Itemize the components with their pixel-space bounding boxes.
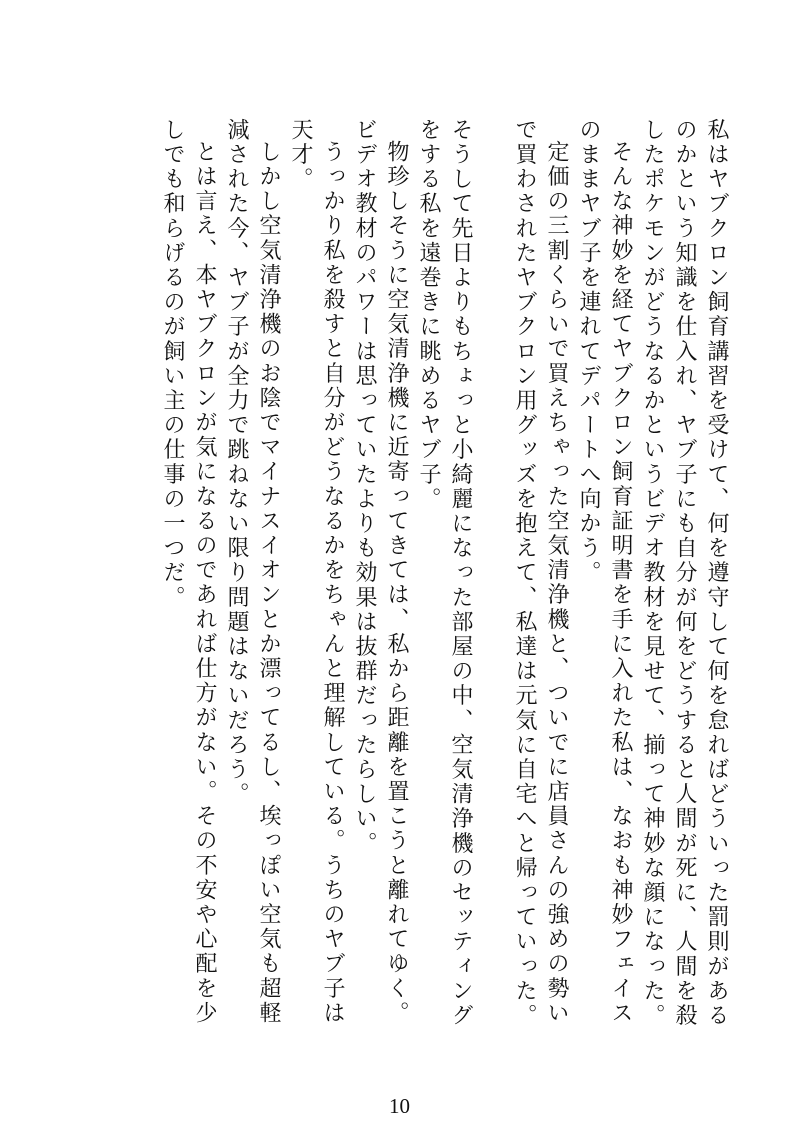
paragraph-5: 物珍しそうに空気清浄機に近寄ってきては、私から距離を置こうと離れてゆく。ビデオ教材のパワーは思っていたよりも効果は抜群だったらしい。	[352, 118, 409, 1026]
paragraph-6: うっかり私を殺すと自分がどうなるかをちゃんと理解している。うちのヤブ子は天才。	[288, 118, 345, 1026]
paragraph-3: 定価の三割くらいで買えちゃった空気清浄機と、ついでに店員さんの強めの勢いで買わされたヤブクロン用グッズを抱えて、私達は元気に自宅へと帰っていった。	[512, 118, 569, 1029]
blank-line	[476, 118, 508, 1038]
paragraph-2: そんな神妙を経てヤブクロン飼育証明書を手に入れた私は、なおも神妙フェイスのままヤブ子を連れてデパートへ向かう。	[576, 118, 633, 1026]
paragraph-8: とは言え、本ヤブクロンが気になるのであれば仕方がない。その不安や心配を少しでも和らげるのが飼い主の仕事の一つだ。	[160, 118, 217, 1026]
page-number: 10	[389, 1094, 410, 1118]
paragraph-7: しかし空気清浄機のお陰でマイナスイオンとか漂ってるし、埃っぽい空気も超軽減された今、ヤブ子が全力で跳ねない限り問題はないだろう。	[224, 118, 281, 1026]
paragraph-4: そうして先日よりもちょっと小綺麗になった部屋の中、空気清浄機のセッティングをする私を遠巻きに眺めるヤブ子。	[416, 118, 473, 1029]
vertical-text-body	[118, 118, 732, 1038]
paragraph-1: 私はヤブクロン飼育講習を受けて、何を遵守して何を怠ればどういった罰則があるのかという知識を仕入れ、ヤブ子にも自分が何をどうすると人間が死に、人間を殺したポケモンがどうなるかというビデオ教材を見せて、揃って神妙な顔になった。	[640, 118, 729, 1029]
